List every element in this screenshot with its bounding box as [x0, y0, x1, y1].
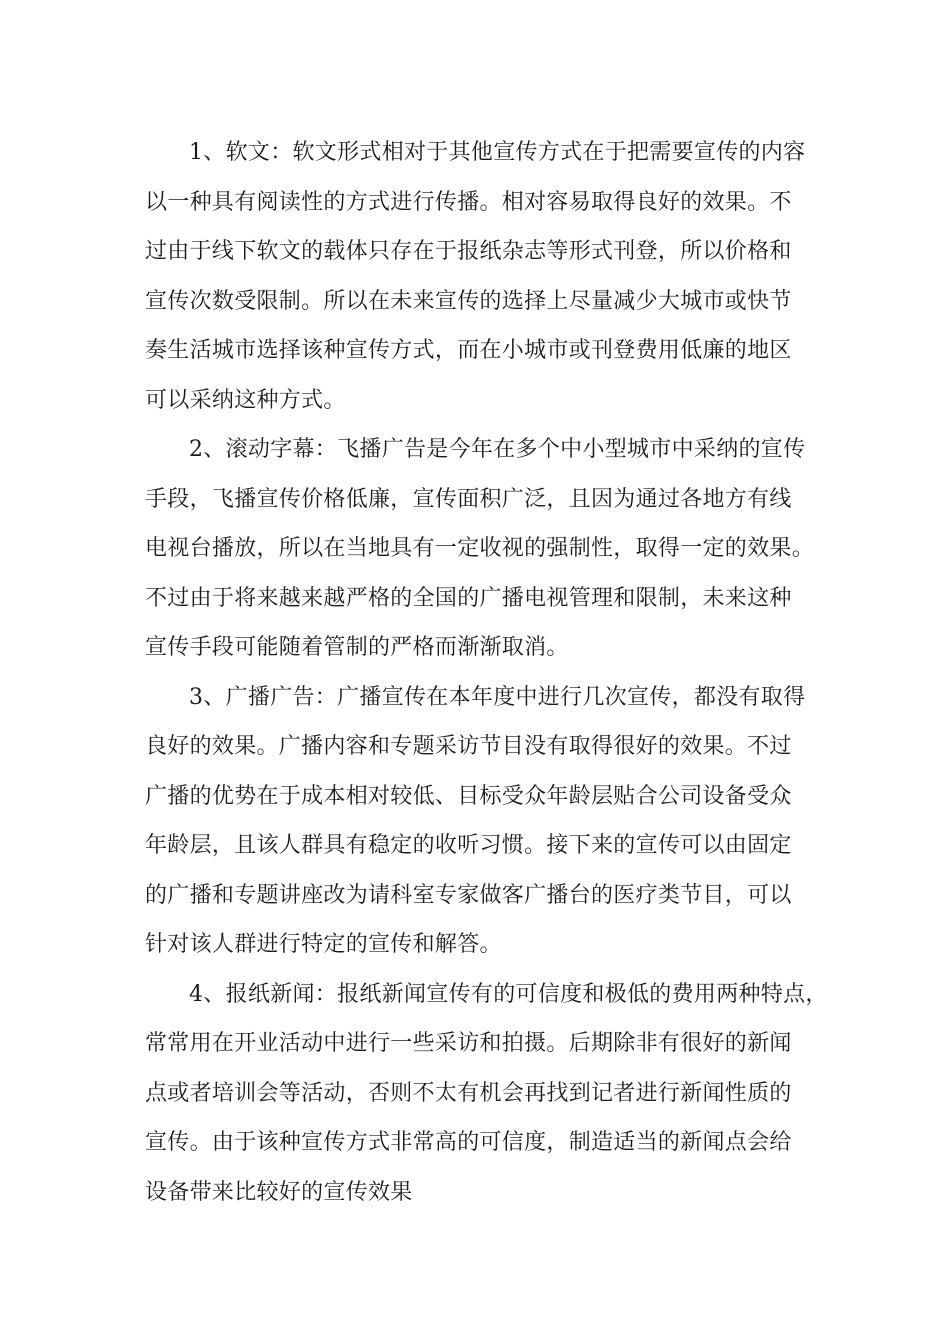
text-line: 设备带来比较好的宣传效果 [145, 1179, 413, 1205]
text-line: 4、报纸新闻：报纸新闻宣传有的可信度和极低的费用两种特点， [189, 981, 828, 1007]
text-line: 针对该人群进行特定的宣传和解答。 [145, 932, 502, 957]
text-line: 手段，飞播宣传价格低廉，宣传面积广泛，且因为通过各地方有线 [145, 486, 792, 512]
text-line: 的广播和专题讲座改为请科室专家做客广播台的医疗类节目，可以 [145, 882, 792, 908]
text-line: 电视台播放，所以在当地具有一定收视的强制性，取得一定的效果。 [145, 536, 815, 561]
text-line: 宣传。由于该种宣传方式非常高的可信度，制造适当的新闻点会给 [145, 1130, 792, 1155]
text-line: 过由于线下软文的载体只存在于报纸杂志等形式刊登，所以价格和 [145, 239, 792, 264]
paragraph-scrolling-captions [145, 425, 815, 673]
text-line: 3、广播广告：广播宣传在本年度中进行几次宣传，都没有取得 [189, 684, 806, 710]
text-line: 常常用在开业活动中进行一些采访和拍摄。后期除非有很好的新闻 [145, 1031, 792, 1056]
paragraph-radio-ads [145, 673, 810, 970]
text-line: 2、滚动字幕：飞播广告是今年在多个中小型城市中采纳的宣传 [189, 437, 806, 462]
text-line: 广播的优势在于成本相对较低、目标受众年龄层贴合公司设备受众 [145, 783, 792, 809]
text-line: 宣传次数受限制。所以在未来宣传的选择上尽量减少大城市或快节 [145, 288, 792, 314]
text-line: 宣传手段可能随着管制的严格而渐渐取消。 [145, 635, 569, 660]
text-line: 可以采纳这种方式。 [145, 387, 346, 413]
paragraph-newspaper-news [145, 970, 828, 1218]
text-line: 奏生活城市选择该种宣传方式，而在小城市或刊登费用低廉的地区 [145, 338, 792, 363]
text-line: 不过由于将来越来越严格的全国的广播电视管理和限制，未来这种 [145, 585, 792, 611]
text-line: 1、软文：软文形式相对于其他宣传方式在于把需要宣传的内容 [189, 140, 806, 165]
text-line: 点或者培训会等活动，否则不太有机会再找到记者进行新闻性质的 [145, 1080, 792, 1106]
document-body [145, 128, 828, 1217]
paragraph-soft-article [145, 128, 810, 425]
text-line: 良好的效果。广播内容和专题采访节目没有取得很好的效果。不过 [145, 734, 792, 759]
text-line: 以一种具有阅读性的方式进行传播。相对容易取得良好的效果。不 [145, 189, 792, 215]
text-line: 年龄层，且该人群具有稳定的收听习惯。接下来的宣传可以由固定 [145, 833, 792, 858]
